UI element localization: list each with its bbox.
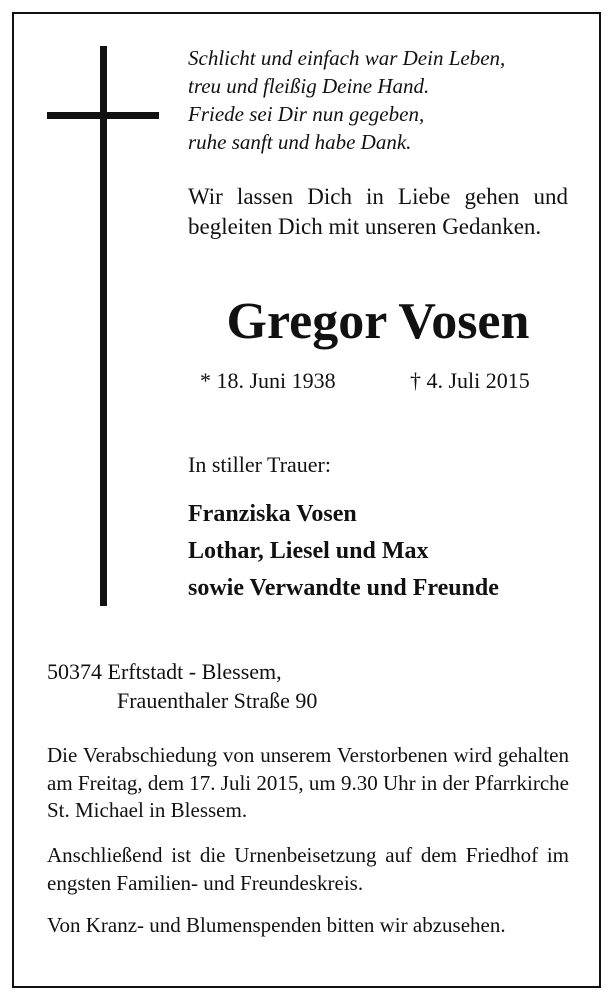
mourners-list [188, 496, 588, 607]
mourner: Lothar, Liesel und Max [188, 538, 429, 564]
birth-date: * 18. Juni 1938 [200, 368, 336, 393]
poem-line: ruhe sanft und habe Dank. [188, 130, 412, 154]
poem-line: Friede sei Dir nun gegeben, [188, 102, 425, 126]
service-paragraph: Die Verabschiedung von unserem Verstorbenen wird gehalten am Freitag, dem 17. Juli 2015, um 9.30 Uhr in der Pfarrkirche St. Michael in Blessem. [47, 743, 569, 822]
address [47, 657, 317, 715]
cross-icon-bar [47, 112, 159, 119]
poem-line: treu und fleißig Deine Hand. [188, 74, 430, 98]
mourner: Franziska Vosen [188, 501, 357, 527]
address-street: Frauenthaler Straße 90 [117, 688, 318, 713]
flowers-paragraph: Von Kranz- und Blumenspenden bitten wir abzusehen. [47, 913, 506, 937]
burial-paragraph: Anschließend ist die Urnenbeisetzung auf dem Friedhof im engsten Familien- und Freundeskreis. [47, 843, 569, 895]
poem [188, 44, 588, 156]
death-date: † 4. Juli 2015 [410, 368, 530, 393]
address-city: 50374 Erftstadt - Blessem, [47, 659, 282, 684]
farewell-text: Wir lassen Dich in Liebe gehen und begleiten Dich mit unseren Gedanken. [188, 184, 568, 239]
poem-line: Schlicht und einfach war Dein Leben, [188, 46, 506, 70]
cross-icon [100, 46, 107, 606]
deceased-name: Gregor Vosen [226, 293, 530, 350]
mourner: sowie Verwandte und Freunde [188, 575, 499, 601]
mourning-heading: In stiller Trauer: [188, 452, 331, 477]
